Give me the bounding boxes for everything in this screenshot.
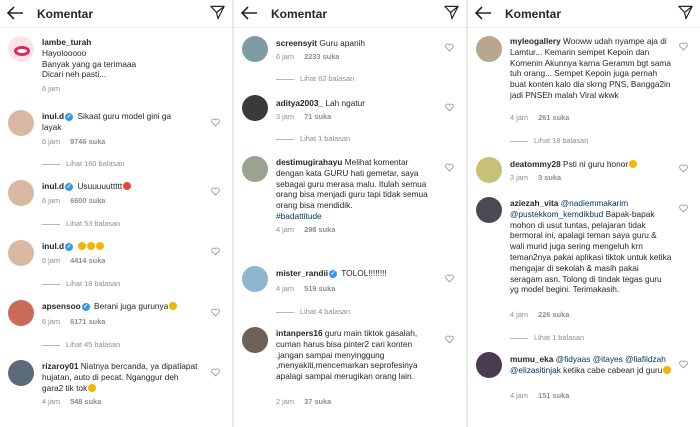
- comment-text: [42, 241, 192, 252]
- heart-outline-icon[interactable]: [445, 335, 454, 344]
- heart-outline-icon[interactable]: [445, 163, 454, 172]
- sad-emoji-icon: [88, 384, 96, 392]
- comment-text: [510, 198, 672, 295]
- avatar[interactable]: [8, 240, 34, 266]
- username[interactable]: intanpers16: [276, 328, 323, 338]
- likes-count[interactable]: 226 suka: [538, 310, 570, 319]
- likes-count[interactable]: 298 suka: [304, 225, 336, 234]
- time: 4 jam: [276, 284, 295, 293]
- direct-send-icon[interactable]: [444, 5, 459, 20]
- comment-meta: [276, 397, 331, 406]
- comment-text: [276, 328, 436, 382]
- heart-outline-icon[interactable]: [211, 118, 220, 127]
- comment-body: Usuuuuuttttt: [77, 181, 123, 191]
- heart-outline-icon[interactable]: [445, 43, 454, 52]
- back-arrow-icon[interactable]: [6, 5, 24, 21]
- avatar[interactable]: [8, 300, 34, 326]
- mention-link[interactable]: @pustekkom_kemdikbud: [510, 208, 604, 219]
- back-arrow-icon[interactable]: [474, 5, 492, 21]
- heart-outline-icon[interactable]: [211, 368, 220, 377]
- likes-count[interactable]: 9746 suka: [70, 137, 106, 146]
- comment-body: Niatnya bercanda, ya dipatiapat hujatan, auto di pecat. Nganggur deh gara2 tik tok: [42, 361, 198, 393]
- page-title: Komentar: [37, 7, 94, 21]
- comment-meta: [276, 225, 335, 234]
- view-replies-link[interactable]: Lihat 18 balasan: [510, 136, 588, 145]
- caption-line: Hayolooooo: [42, 47, 87, 58]
- username[interactable]: aziezah_vita: [510, 198, 559, 208]
- avatar[interactable]: [476, 197, 502, 223]
- angry-emoji-icon: [123, 182, 131, 190]
- comment-text: [42, 111, 192, 133]
- mention-link[interactable]: @fidyaas: [555, 354, 591, 364]
- likes-count[interactable]: 3 suka: [538, 173, 562, 182]
- heart-outline-icon[interactable]: [679, 164, 688, 173]
- time: 3 jam: [276, 112, 295, 121]
- likes-count[interactable]: 261 suka: [538, 113, 570, 122]
- username[interactable]: deatommy28: [510, 159, 561, 169]
- avatar[interactable]: [476, 36, 502, 62]
- comment-body: Melihat komentar dengan kata GURU hati gemetar, saya sebagai guru merasa malu. Itulah semua orang bisa menjadi guru tapi tidak semua orang bisa mendidik.: [276, 157, 428, 211]
- comment-text: [510, 36, 672, 101]
- username[interactable]: lambe_turah: [42, 37, 92, 47]
- comment-meta: [42, 397, 101, 406]
- avatar[interactable]: [242, 266, 268, 292]
- time: 6 jam: [276, 52, 295, 61]
- header: [468, 0, 700, 28]
- comment-meta: [276, 52, 339, 61]
- time: 4 jam: [276, 225, 295, 234]
- comment-meta: [510, 113, 569, 122]
- avatar[interactable]: [242, 36, 268, 62]
- view-replies-link[interactable]: Lihat 18 balasan: [42, 279, 120, 288]
- comment-meta: [510, 173, 561, 182]
- likes-count[interactable]: 6600 suka: [70, 196, 106, 205]
- heart-outline-icon[interactable]: [445, 103, 454, 112]
- comment-text: [276, 98, 426, 109]
- avatar[interactable]: [476, 352, 502, 378]
- view-replies-link[interactable]: Lihat 1 balasan: [510, 333, 584, 342]
- likes-count[interactable]: 548 suka: [70, 397, 102, 406]
- comment-meta: [276, 112, 331, 121]
- heart-outline-icon[interactable]: [679, 204, 688, 213]
- username[interactable]: myleogallery: [510, 36, 561, 46]
- time: 4 jam: [510, 310, 529, 319]
- time: 6 jam: [42, 137, 61, 146]
- heart-outline-icon[interactable]: [679, 360, 688, 369]
- header: [234, 0, 466, 28]
- thumbs-up-emoji-icon: [96, 242, 104, 250]
- comment-text: [42, 301, 197, 312]
- mention-link[interactable]: @itayes: [592, 354, 623, 364]
- laughing-emoji-icon: [629, 160, 637, 168]
- time: 6 jam: [42, 196, 61, 205]
- time: 4 jam: [510, 391, 529, 400]
- avatar[interactable]: [8, 36, 34, 62]
- comment-body: Berani juga gurunya: [94, 301, 169, 311]
- verified-badge-icon: ✓: [66, 113, 72, 120]
- comment-text: [42, 181, 192, 192]
- avatar[interactable]: [242, 156, 268, 182]
- comments-panel-2: [234, 0, 466, 427]
- time: 6 jam: [42, 84, 61, 93]
- comment-text: [510, 159, 670, 170]
- time: 4 jam: [510, 113, 529, 122]
- username[interactable]: rizaroy01: [42, 361, 79, 371]
- username[interactable]: screensyit: [276, 38, 318, 48]
- likes-count[interactable]: 151 suka: [538, 391, 570, 400]
- time: 4 jam: [42, 397, 61, 406]
- username[interactable]: mister_randii: [276, 268, 329, 278]
- header: [0, 0, 232, 28]
- likes-count[interactable]: 4414 suka: [70, 256, 106, 265]
- page-title: Komentar: [271, 7, 328, 21]
- comment-text: [276, 38, 426, 49]
- avatar[interactable]: [8, 360, 34, 386]
- comment-body: Bapak-bapak mohon di usut tuntas, pelajaran tidak bermoral ini, apalagi teman saya guru & wali murid juga sering mengeluh krn teman2nya pakai aplikasi tiktok untuk ketika mengajar di sekolah & masih pakai seragam asn. Tolong di tindak tegas guru yg model begini. Terimakasih.: [510, 208, 672, 295]
- comment-meta: [276, 284, 335, 293]
- comments-panel-3: [468, 0, 700, 427]
- caption-line: Banyak yang ga terimaaa: [42, 58, 137, 69]
- likes-count[interactable]: 6171 suka: [70, 317, 106, 326]
- likes-count[interactable]: 71 suka: [304, 112, 332, 121]
- avatar[interactable]: [242, 95, 268, 121]
- avatar[interactable]: [242, 327, 268, 353]
- heart-outline-icon[interactable]: [445, 274, 454, 283]
- view-replies-link[interactable]: Lihat 53 balasan: [42, 219, 120, 228]
- comment-meta: [42, 317, 105, 326]
- verified-badge-icon: ✓: [66, 183, 72, 190]
- avatar[interactable]: [8, 180, 34, 206]
- username[interactable]: inul.d: [42, 241, 65, 251]
- heart-outline-icon[interactable]: [211, 187, 220, 196]
- heart-outline-icon[interactable]: [211, 308, 220, 317]
- hashtag-link[interactable]: #badattitude: [276, 210, 322, 221]
- comment-text: [42, 361, 202, 393]
- verified-badge-icon: ✓: [330, 270, 336, 277]
- comment-body: Sikaat guru model gini ga layak: [42, 111, 172, 132]
- caption-line: Dicari neh pasti...: [42, 69, 107, 80]
- view-replies-link[interactable]: Lihat 45 balasan: [42, 340, 120, 349]
- view-replies-link[interactable]: Lihat 4 balasan: [276, 307, 350, 316]
- likes-count[interactable]: 519 suka: [304, 284, 336, 293]
- username[interactable]: inul.d: [42, 111, 65, 121]
- mention-link[interactable]: @nadiemmakarim: [560, 198, 629, 208]
- comment-body: Guru apanih: [319, 38, 366, 48]
- comment-body: Wooww udah nyampe aja di Lamtur... Kemarin sempet Kepoin dan Komenin Akunnya karna Geramm bgt sama tuh orang... Sempet Kepoin juga pernah buat konten kalo dia skrng PNS, Bangga2in jadi PNSEh malah Viral wkwk: [510, 36, 671, 100]
- username[interactable]: apsensoo: [42, 301, 81, 311]
- comment-meta: [510, 391, 569, 400]
- caption: [42, 37, 202, 80]
- laughing-emoji-icon: [663, 366, 671, 374]
- username[interactable]: aditya2003_: [276, 98, 324, 108]
- comment-meta: [42, 84, 60, 93]
- verified-badge-icon: ✓: [66, 243, 72, 250]
- laughing-emoji-icon: [169, 302, 177, 310]
- comment-meta: [42, 196, 105, 205]
- mention-link[interactable]: @elizasitinjak: [510, 364, 561, 375]
- comment-meta: [510, 310, 569, 319]
- comment-text: [276, 268, 426, 279]
- likes-count[interactable]: 2233 suka: [304, 52, 340, 61]
- username[interactable]: destimugirahayu: [276, 157, 343, 167]
- thumbs-up-emoji-icon: [78, 242, 86, 250]
- avatar[interactable]: [8, 110, 34, 136]
- avatar[interactable]: [476, 157, 502, 183]
- comment-body: Psti ni guru honor: [563, 159, 629, 169]
- view-replies-link[interactable]: Lihat 1 balasan: [276, 134, 350, 143]
- comment-body: ketika cabe cabean jd guru: [563, 364, 663, 375]
- time: 6 jam: [42, 317, 61, 326]
- comment-text: [276, 157, 436, 222]
- back-arrow-icon[interactable]: [240, 5, 258, 21]
- direct-send-icon[interactable]: [678, 5, 693, 20]
- comment-meta: [42, 137, 105, 146]
- time: 3 jam: [510, 173, 529, 182]
- time: 6 jam: [42, 256, 61, 265]
- likes-count[interactable]: 37 suka: [304, 397, 332, 406]
- comments-panel-1: [0, 0, 232, 427]
- comment-meta: [42, 256, 105, 265]
- comment-body: guru main tiktok gasalah, cuman harus bisa pinter2 cari konten .jangan sampai menyinggung ,menyakiti,mencemarkan seprofesinya apalagi sampai merugikan orang lain.: [276, 328, 418, 382]
- username[interactable]: inul.d: [42, 181, 65, 191]
- mention-link[interactable]: @liafildzah: [625, 354, 666, 364]
- heart-outline-icon[interactable]: [211, 247, 220, 256]
- comment-text: [510, 354, 678, 376]
- view-replies-link[interactable]: Lihat 62 balasan: [276, 74, 354, 83]
- thumbs-up-emoji-icon: [87, 242, 95, 250]
- heart-outline-icon[interactable]: [679, 42, 688, 51]
- direct-send-icon[interactable]: [210, 5, 225, 20]
- page-title: Komentar: [505, 7, 562, 21]
- comment-body: TOLOL!!!!!!!!: [341, 268, 387, 278]
- verified-badge-icon: ✓: [83, 303, 89, 310]
- view-replies-link[interactable]: Lihat 160 balasan: [42, 159, 124, 168]
- username[interactable]: mumu_eka: [510, 354, 554, 364]
- time: 2 jam: [276, 397, 295, 406]
- comment-body: Lah ngatur: [325, 98, 366, 108]
